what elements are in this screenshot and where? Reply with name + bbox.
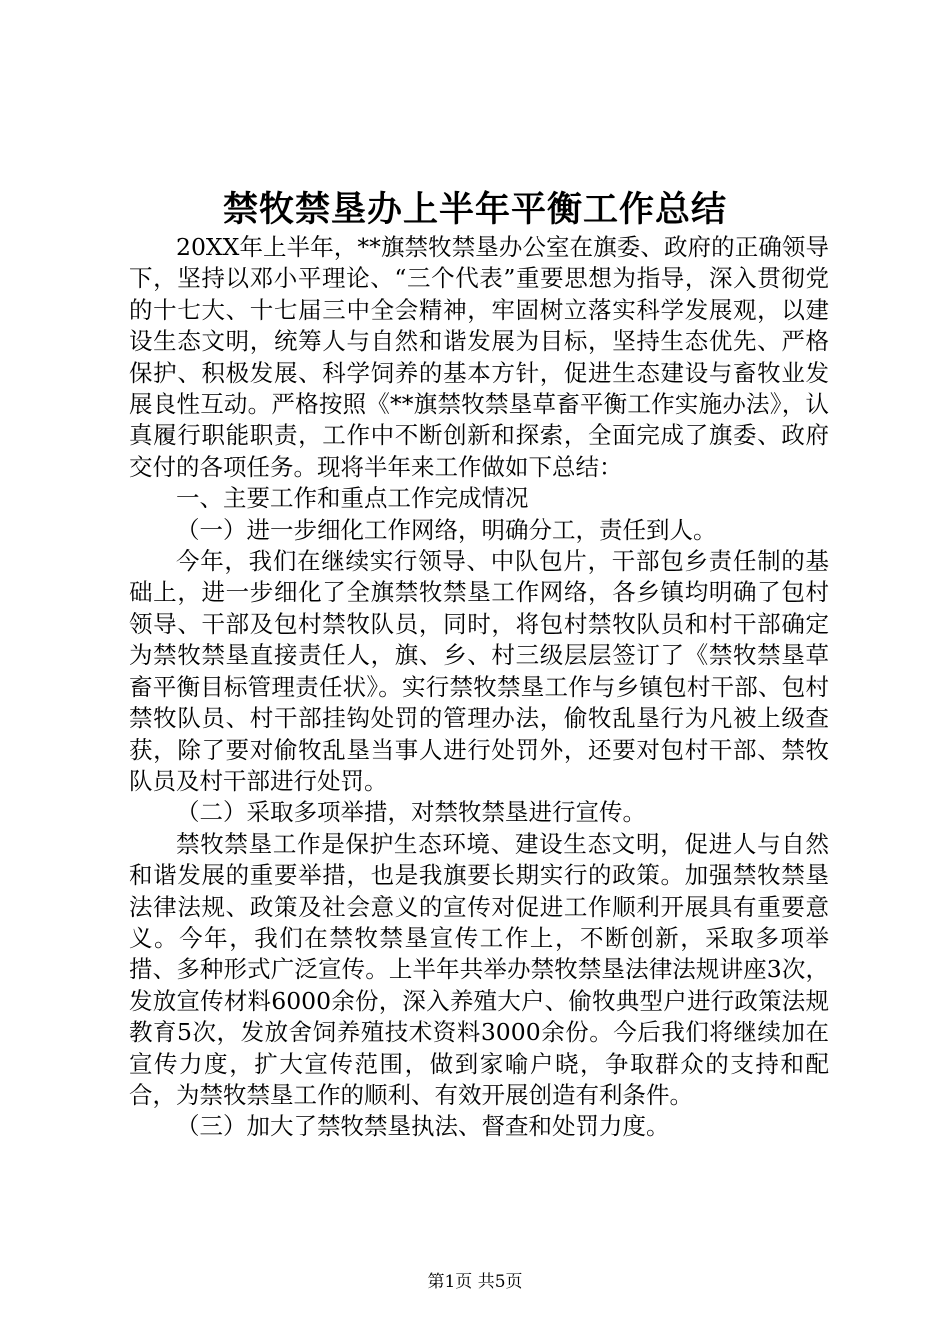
intro-paragraph: 20XX年上半年，**旗禁牧禁垦办公室在旗委、政府的正确领导下，坚持以邓小平理论、“三个代表”重要思想为指导，深入贯彻党的十七大、十七届三中全会精神，牢固树立落实科学发展观，以建设生态文明，统筹人与自然和谐发展为目标，坚持生态优先、严格保护、积极发展、科学饲养的基本方针，促进生态建设与畜牧业发展良性互动。严格按照《**旗禁牧禁垦草畜平衡工作实施办法》，认真履行职能职责，工作中不断创新和探索，全面完成了旗委、政府交付的各项任务。现将半年来工作做如下总结： [129, 233, 829, 481]
body-paragraph-2: 禁牧禁垦工作是保护生态环境、建设生态文明，促进人与自然和谐发展的重要举措，也是我旗要长期实行的政策。加强禁牧禁垦法律法规、政策及社会意义的宣传对促进工作顺利开展具有重要意义。今年，我们在禁牧禁垦宣传工作上，不断创新，采取多项举措、多种形式广泛宣传。上半年共举办禁牧禁垦法律法规讲座3次，发放宣传材料6000余份，深入养殖大户、偷牧典型户进行政策法规教育5次，发放舍饲养殖技术资料3000余份。今后我们将继续加在宣传力度，扩大宣传范围，做到家喻户晓，争取群众的支持和配合，为禁牧禁垦工作的顺利、有效开展创造有利条件。 [129, 829, 829, 1109]
document-body [129, 232, 829, 1143]
body-paragraph-1: 今年，我们在继续实行领导、中队包片，干部包乡责任制的基础上，进一步细化了全旗禁牧禁垦工作网络，各乡镇均明确了包村领导、干部及包村禁牧队员，同时，将包村禁牧队员和村干部确定为禁牧禁垦直接责任人，旗、乡、村三级层层签订了《禁牧禁垦草畜平衡目标管理责任状》。实行禁牧禁垦工作与乡镇包村干部、包村禁牧队员、村干部挂钩处罚的管理办法，偷牧乱垦行为凡被上级查获，除了要对偷牧乱垦当事人进行处罚外，还要对包村干部、禁牧队员及村干部进行处罚。 [129, 547, 829, 795]
page-footer: 第1页 共5页 [427, 1272, 523, 1292]
subsection-heading-3: （三）加大了禁牧禁垦执法、督查和处罚力度。 [176, 1112, 670, 1141]
subsection-heading-2: （二）采取多项举措，对禁牧禁垦进行宣传。 [176, 798, 646, 827]
section-heading: 一、主要工作和重点工作完成情况 [176, 484, 529, 513]
subsection-heading-1: （一）进一步细化工作网络，明确分工，责任到人。 [176, 515, 717, 544]
document-title: 禁牧禁垦办上半年平衡工作总结 [222, 189, 727, 230]
